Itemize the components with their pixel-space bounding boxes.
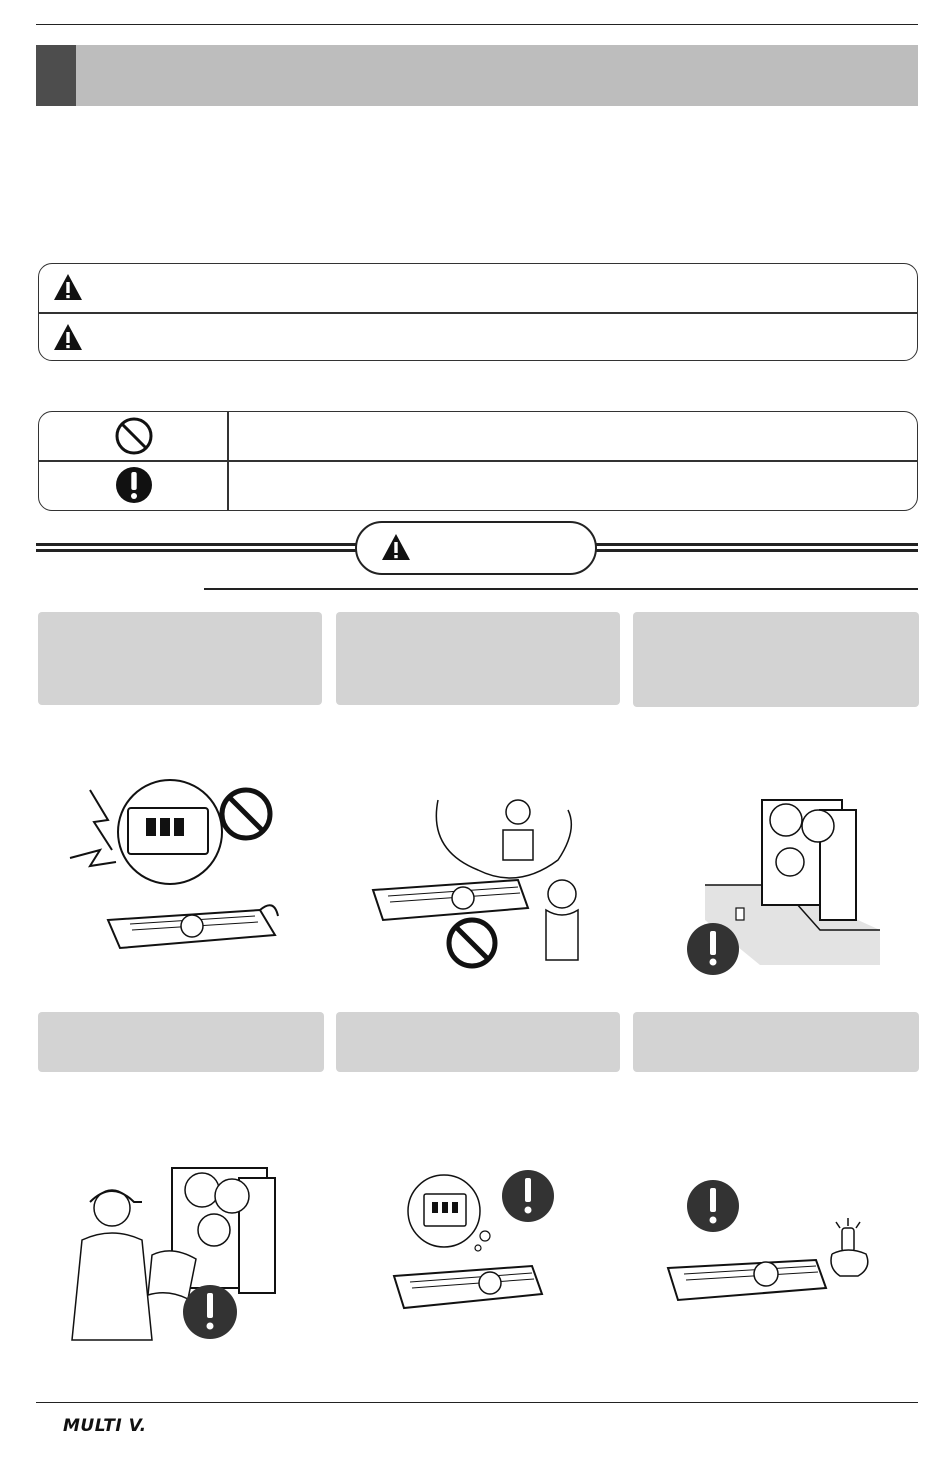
- caution-triangle-icon: [52, 322, 84, 352]
- illustration-outdoor-foundation: [680, 790, 890, 980]
- title-bar: [36, 45, 918, 106]
- warning-triangle-icon: [52, 272, 84, 302]
- signal-word-divider: [39, 312, 917, 314]
- subheading-rule: [204, 588, 918, 590]
- illustration-breaker-thought: [392, 1168, 562, 1338]
- exclamation-icon: [114, 465, 154, 505]
- prohibition-icon: [114, 416, 154, 456]
- top-rule: [36, 24, 918, 25]
- illustration-call-service: [368, 790, 588, 970]
- title-accent: [36, 45, 76, 106]
- banner-line-right-1: [596, 543, 918, 546]
- caution-card-3: [633, 612, 919, 707]
- banner-warning-icon: [380, 532, 412, 562]
- caution-card-5: [336, 1012, 620, 1072]
- caution-card-2: [336, 612, 620, 705]
- caution-card-4: [38, 1012, 324, 1072]
- banner-line-left-1: [36, 543, 356, 546]
- banner-line-left-2: [36, 549, 356, 552]
- illustration-fuse-check: [666, 1176, 886, 1326]
- banner-line-right-2: [596, 549, 918, 552]
- caution-card-6: [633, 1012, 919, 1072]
- bottom-rule: [36, 1402, 918, 1403]
- symbol-legend-hdivider: [39, 460, 917, 462]
- caution-card-1: [38, 612, 322, 705]
- brand-logo: MULTI V.: [63, 1416, 147, 1436]
- illustration-breaker-shock: [60, 770, 310, 970]
- illustration-technician-manual: [64, 1160, 314, 1345]
